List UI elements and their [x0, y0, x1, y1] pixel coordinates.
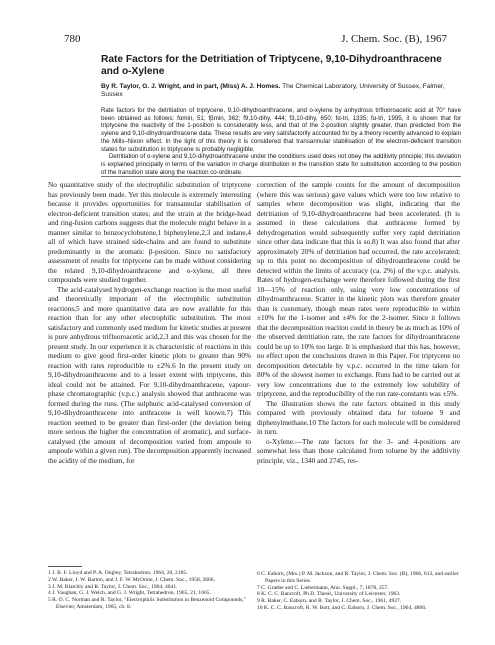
body-paragraph: correction of the sample counts for the amount of decomposition (where this was serious) gave values which were too low relative to samples where decomposition was slight, indicating that the detritiation of 9,10-dihydroanthracene had been accelerated. (It is assumed in these calculations that anthracene formed by dehydrogenation would subsequently suffer very rapid detritiation since other data indicate that this is so.8) It was also found that after approximately 20% of detritiation had occurred, the rate accelerated; up to this point no decomposition of dihydroanthracene could be detected within the limits of accuracy (ca. 2%) of the v.p.c. analysis. Rates of hydrogen-exchange were therefore followed during the first 10—15% of reaction only, using very low concentrations of dihydroanthracene. Scatter in the kinetic plots was therefore greater than is customary, though mean rates were reproducible to within ±10% for the 1-isomer and ±4% for the 2-isomer. Since it follows that the decomposition reaction could in theory be as much as 10% of the observed detritiation rate, the rate factors for dihydroanthracene could be up to 10% too large. It is emphasised that this has, however, no effect upon the conclusions drawn in this Paper. For triptycene no decomposition detectable by v.p.c. occurred in the time taken for 80% of the slowest isomer to exchange. Runs had to be carried out at very low concentrations due to the extremely low solubility of triptycene, and the reproducibility of the run rate-constants was ±5%. [257, 181, 460, 398]
body-column-left [48, 181, 251, 466]
footnote: 7 C. Graebe and C. Liebermann, Ann. Suppl., 7, 1870, 257. [257, 584, 389, 591]
body-paragraph: The acid-catalysed hydrogen-exchange reaction is the most useful and theoretically important of the electrophilic substitution reactions,5 and more quantitative data are now available for this reaction than for any other electrophilic substitution. The most satisfactory and commonly used medium for kinetic studies at present is pure anhydrous trifluoroacetic acid,2,3 and this was chosen for the present study. In our experience it is characteristic of reactions in this medium to give good first-order kinetic plots to greater than 90% reaction with rates reproducible to ±2%.6 In the present study on 9,10-dihydroanthracene and to a lesser extent with triptycene, this ideal could not be attained. For 9,10-dihydroanthracene, vapour-phase chromatographic (v.p.c.) analysis showed that anthracene was formed during the runs. (The sulphuric acid-catalysed conversion of 9,10-dihydroanthracene into anthracene is well known.7) This reaction seemed to be greater than first-order (the deviation being more serious the higher the concentration of aromatic), and surface-catalysed (the amount of decomposition varied from ampoule to ampoule within a given run). The decomposition apparently increased the acidity of the medium, for [48, 285, 252, 465]
affiliation: The Chemical Laboratory, University of Sussex, Falmer, Sussex [101, 83, 445, 98]
footnote: 3 J. M. Blatchly and R. Taylor, J. Chem. Soc., 1964, 4641. [48, 583, 178, 590]
abstract-paragraph: Rate factors for the detritiation of triptycene, 9,10-dihydroanthracene, and o-xylene by anhydrous trifluoroacetic acid at 70° have been obtained as follows: fαmin, 51; fβmin, 362; f9,10-dihy, 444; f3,10-dihy, 650; fα-tri, 1335; fα-tri, 1995, it is shown that for triptycene the reactivity of the 1-position is considerably less, and that of the 2-position slightly greater, than predicted from the xylene and 9,10-dihydroanthracene data. These results are very satisfactorily accounted for by a theory recently advanced to explain the Mills–Nixon effect. In the light of this theory it is considered that transannular stabilisation of the electron-deficient transition states for substitution in triptycene is probably negligible. [101, 107, 462, 153]
body-column-right [257, 181, 460, 466]
page-number: 780 [64, 33, 81, 45]
running-header [64, 33, 447, 47]
body-paragraph: o-Xylene.—The rate factors for the 3- and 4-positions are somewhat less than those calculated from toluene by the additivity principle, viz., 1340 and 2745, res- [257, 437, 460, 465]
footnote-rule [48, 566, 82, 567]
footnote: 9 R. Baker, C. Eaborn, and R. Taylor, J. Chem. Soc., 1961, 4927. [257, 598, 402, 605]
footnote: 5 R. O. C. Norman and R. Taylor, "Electrophilic Substitution in Benzenoid Compounds," Elsevier, Amsterdam, 1965, ch. 8. [48, 597, 246, 610]
footnote: 4 J. Vaughan, G. J. Welch, and G. J. Wright, Tetrahedron, 1965, 21, 1665. [48, 590, 211, 597]
author-block [101, 83, 461, 99]
footnotes-left [48, 566, 251, 611]
journal-citation: J. Chem. Soc. (B), 1967 [341, 33, 447, 45]
abstract-paragraph: Detritiation of o-xylene and 9,10-dihydroanthracene under the conditions used does not obey the additivity principle; this deviation is explained principally in terms of the variation in charge distribution in the transition state for substitution according to the position of the transition state along the reaction co-ordinate. [101, 153, 461, 176]
footnote: 8 K. C. C. Bancroft, Ph.D. Thesis, University of Leicester, 1963. [257, 591, 401, 598]
article-title: Rate Factors for the Detritiation of Triptycene, 9,10-Dihydroanthracene and o-Xylene [101, 54, 442, 77]
abstract-divider [101, 176, 461, 177]
footnote: 2 W. Baker, J. W. Barton, and J. F. W. McOmie, J. Chem. Soc., 1958, 2666. [48, 576, 215, 583]
footnote: 10 K. C. C. Bancroft, R. W. Bott, and C. Eaborn, J. Chem. Soc., 1964, 4806. [257, 604, 427, 611]
body-paragraph: The illustration shows the rate factors obtained in this study compared with previously obtained data for toluene 9 and diphenylmethane.10 The factors for each molecule will be considered in turn. [257, 399, 460, 436]
footnotes-right [257, 571, 460, 612]
footnote: 1 J. B. F. Lloyd and P. A. Ongley, Tetrahedron, 1964, 20, 2185. [48, 570, 188, 576]
body-paragraph: No quantitative study of the electrophilic substitution of triptycene has previously been made. Yet this molecule is extremely interesting because it provides opportunities for transannular stabilisation of electron-deficient transition states; and the strain at the bridge-head and ring-fusion carbons suggests that the molecule might behave in a manner similar to benzocyclobutene,1 biphenylene,2,3 and indane,4 all of which have strained side-chains and are found to substitute predominantly in the aromatic β-position. Since no satisfactory assessment of results for triptycene can be made without considering the related 9,10-dihydroanthracene and o-xylene, all three compounds were studied together. [48, 181, 251, 284]
footnote: 6 C. Eaborn, (Mrs.) P. M. Jackson, and R. Taylor, J. Chem. Soc. (B), 1966, 613, and earlier Papers in this Series. [257, 571, 459, 584]
abstract [101, 107, 461, 176]
author-list: By R. Taylor, G. J. Wright, and in part, (Miss) A. J. Homes. [101, 83, 281, 90]
